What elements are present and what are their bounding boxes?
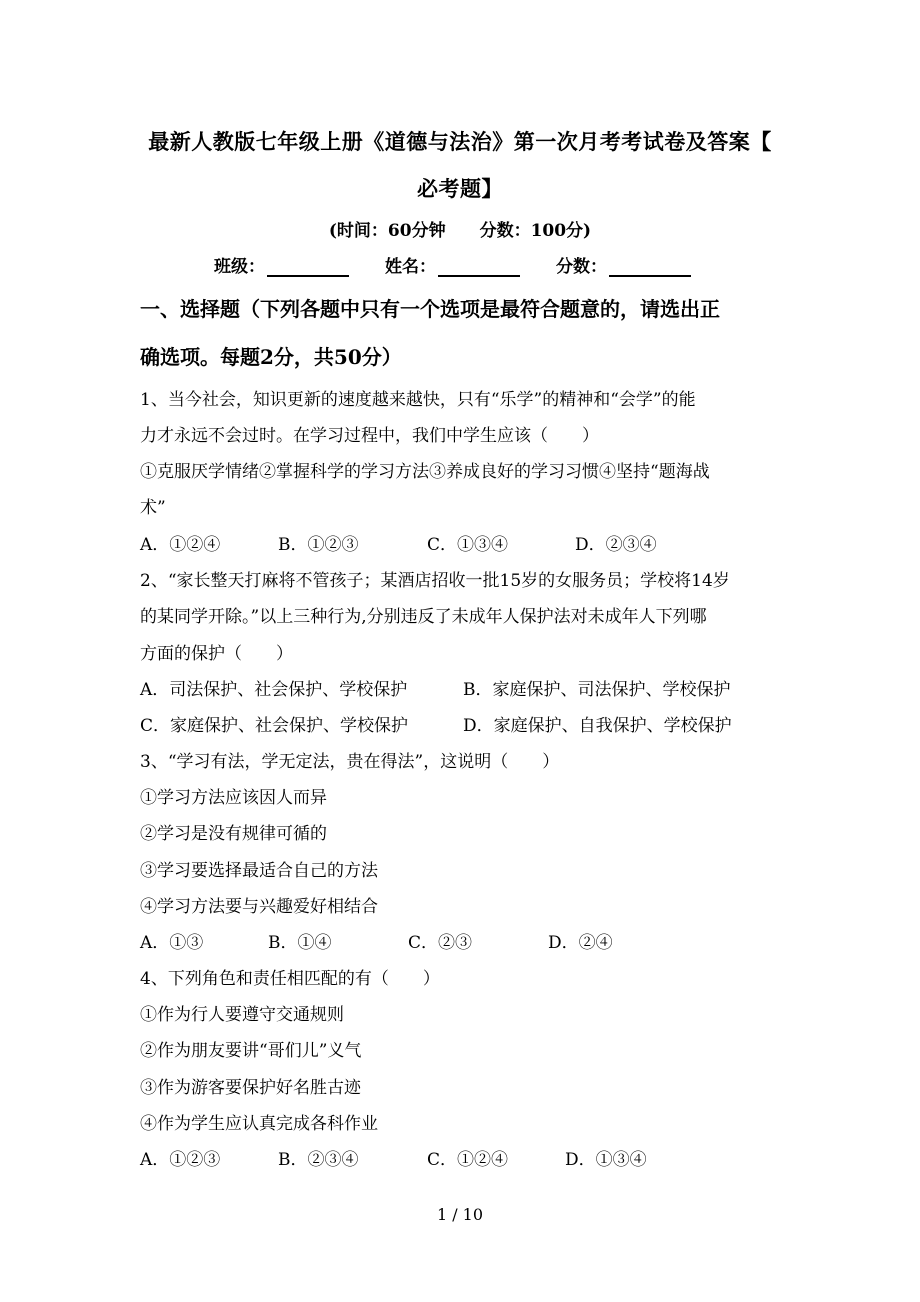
- q3-item-2: ②学习是没有规律可循的: [140, 824, 327, 844]
- q1-option-c[interactable]: C．①③④: [427, 535, 509, 555]
- time-score-info: (时间：60分钟 分数：100分): [328, 221, 592, 241]
- q4-option-a[interactable]: A．①②③: [140, 1150, 221, 1170]
- q1-stem-line2: 力才永远不会过时。在学习过程中，我们中学生应该（ ）: [140, 426, 599, 446]
- score-blank[interactable]: [609, 255, 691, 277]
- name-label: 姓名：: [385, 257, 436, 277]
- exam-title-line1: 最新人教版七年级上册《道德与法治》第一次月考考试卷及答案【: [148, 129, 772, 154]
- q4-option-c[interactable]: C．①②④: [427, 1150, 509, 1170]
- class-label: 班级：: [214, 257, 265, 277]
- q3-item-4: ④学习方法要与兴趣爱好相结合: [140, 897, 378, 917]
- exam-title-line2: 必考题】: [417, 176, 503, 201]
- q3-item-1: ①学习方法应该因人而异: [140, 788, 327, 808]
- q4-item-4: ④作为学生应认真完成各科作业: [140, 1114, 378, 1134]
- q4-item-3: ③作为游客要保护好名胜古迹: [140, 1078, 361, 1098]
- q4-option-b[interactable]: B．②③④: [278, 1150, 359, 1170]
- section-heading-line2: 确选项。每题2分，共50分）: [140, 345, 402, 369]
- q3-option-c[interactable]: C．②③: [408, 933, 473, 953]
- student-info-fields: [214, 252, 691, 277]
- q1-option-b[interactable]: B．①②③: [278, 535, 359, 555]
- q2-option-b[interactable]: B．家庭保护、司法保护、学校保护: [463, 680, 731, 700]
- q2-stem-line3: 方面的保护（ ）: [140, 644, 293, 664]
- q2-option-a[interactable]: A．司法保护、社会保护、学校保护: [140, 680, 408, 700]
- section-heading-line1: 一、选择题（下列各题中只有一个选项是最符合题意的，请选出正: [140, 297, 720, 321]
- q4-item-1: ①作为行人要遵守交通规则: [140, 1005, 344, 1025]
- q4-option-d[interactable]: D．①③④: [565, 1150, 647, 1170]
- q2-stem-line2: 的某同学开除。”以上三种行为,分别违反了未成年人保护法对未成年人下列哪: [140, 607, 707, 627]
- q1-option-a[interactable]: A．①②④: [140, 535, 221, 555]
- q2-option-c[interactable]: C．家庭保护、社会保护、学校保护: [140, 716, 409, 736]
- q4-item-2: ②作为朋友要讲“哥们儿”义气: [140, 1041, 362, 1061]
- page-number: 1 / 10: [436, 1205, 484, 1224]
- q3-item-3: ③学习要选择最适合自己的方法: [140, 861, 378, 881]
- q1-items-line2: 术”: [140, 498, 166, 518]
- q1-option-d[interactable]: D．②③④: [575, 535, 657, 555]
- q3-option-a[interactable]: A．①③: [140, 933, 204, 953]
- q2-stem-line1: 2、“家长整天打麻将不管孩子；某酒店招收一批15岁的女服务员；学校将14岁: [140, 571, 730, 591]
- name-blank[interactable]: [438, 255, 520, 277]
- q4-stem: 4、下列角色和责任相匹配的有（ ）: [140, 969, 440, 989]
- q3-option-d[interactable]: D．②④: [548, 933, 613, 953]
- q3-stem: 3、“学习有法，学无定法，贵在得法”，这说明（ ）: [140, 752, 560, 772]
- class-blank[interactable]: [267, 255, 349, 277]
- q1-stem-line1: 1、当今社会，知识更新的速度越来越快，只有“乐学”的精神和“会学”的能: [140, 390, 696, 410]
- score-label: 分数：: [556, 257, 607, 277]
- q3-option-b[interactable]: B．①④: [268, 933, 332, 953]
- q1-items-line1: ①克服厌学情绪②掌握科学的学习方法③养成良好的学习习惯④坚持“题海战: [140, 462, 710, 482]
- q2-option-d[interactable]: D．家庭保护、自我保护、学校保护: [463, 716, 732, 736]
